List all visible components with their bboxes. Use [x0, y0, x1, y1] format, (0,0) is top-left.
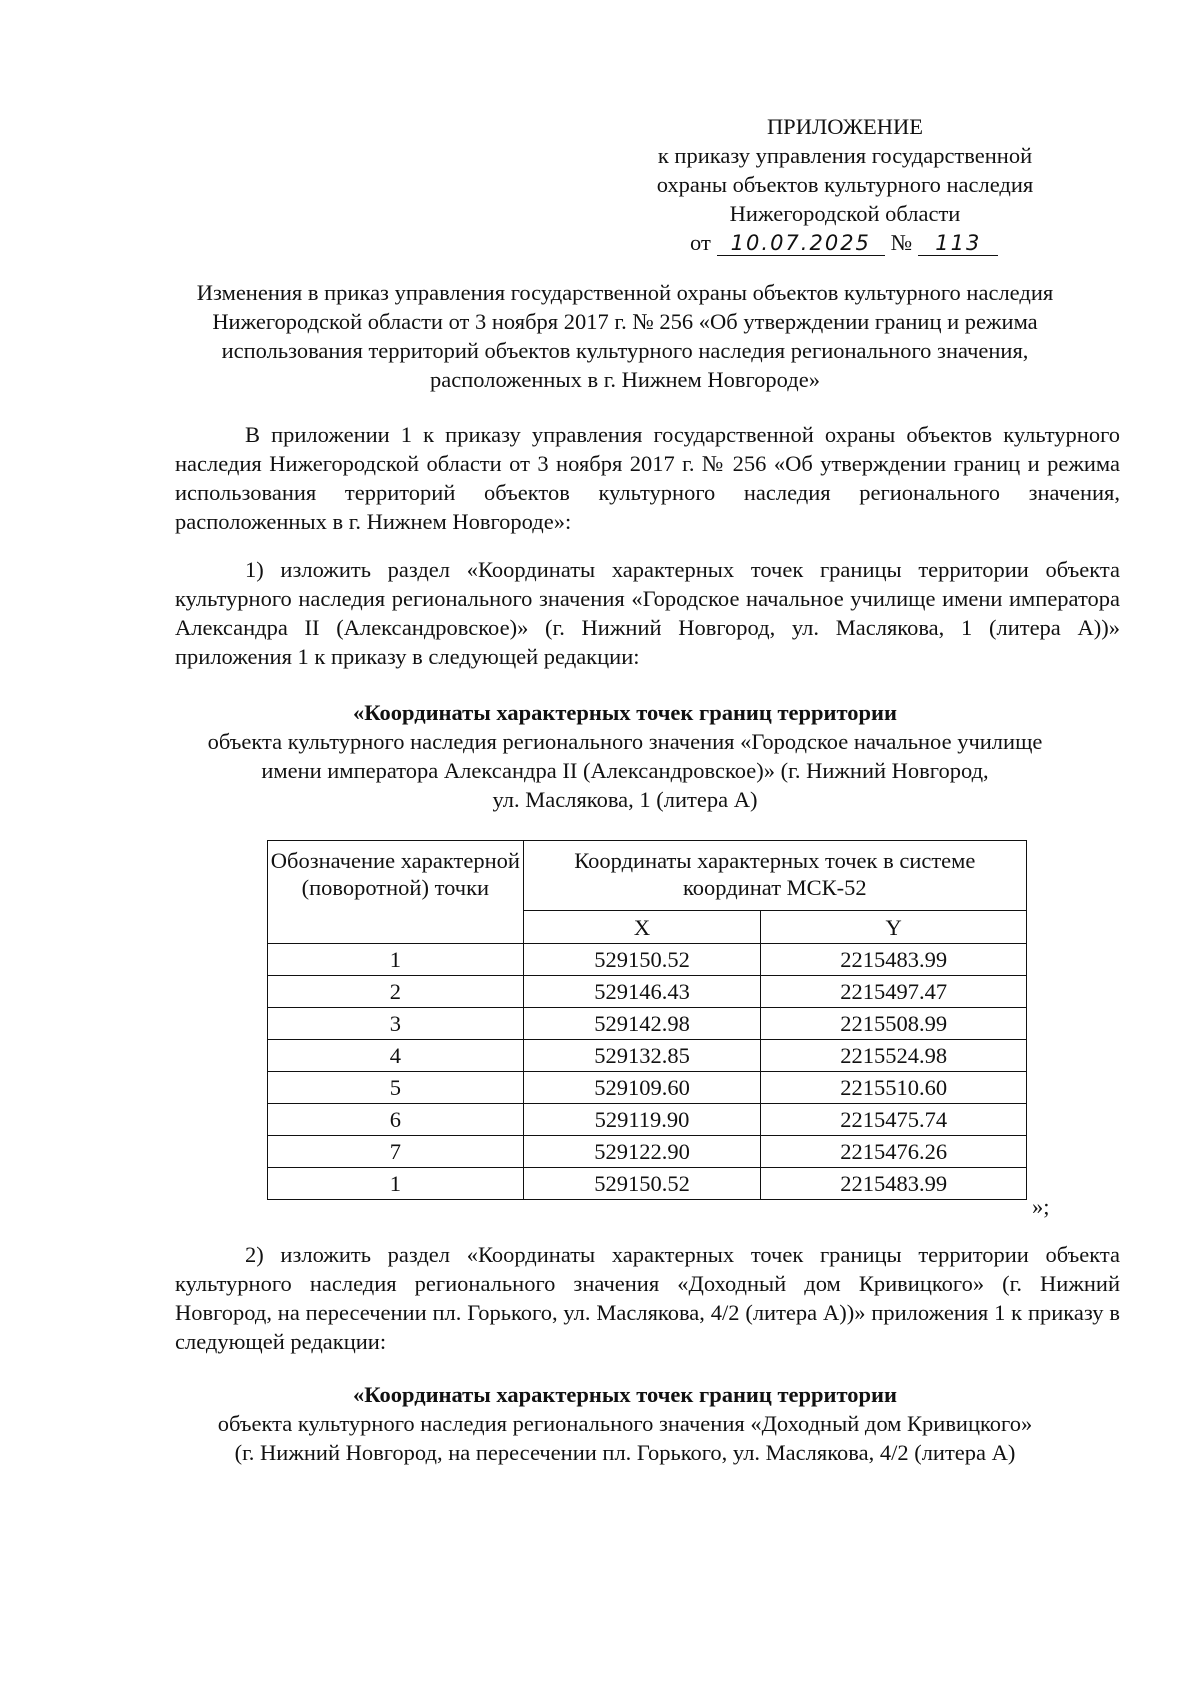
section-1-title-line-2: объекта культурного наследия регионального значения «Городское начальное училище	[207, 729, 1043, 754]
point-cell: 2	[268, 976, 524, 1008]
section-1-title-line-3: имени императора Александра II (Александровское)» (г. Нижний Новгород,	[261, 758, 989, 783]
item-1-paragraph: 1) изложить раздел «Координаты характерных точек границы территории объекта культурного наследия регионального значения «Городское начальное училище имени императора Александра II (Александровское)» (г. Нижний Новгород, ул. Маслякова, 1 (литера А))» приложения 1 к приказу в следующей редакции:	[175, 557, 1120, 669]
table-row	[268, 1008, 1027, 1040]
document-title-line-1: Изменения в приказ управления государственной охраны объектов культурного наследия	[196, 280, 1054, 305]
table-row	[268, 976, 1027, 1008]
intro-paragraph: В приложении 1 к приказу управления государственной охраны объектов культурного наследия Нижегородской области от 3 ноября 2017 г. № 256 «Об утверждении границ и режима использования территорий объектов культурного наследия регионального значения, расположенных в г. Нижнем Новгороде»:	[175, 422, 1120, 534]
appendix-line-1: к приказу управления государственной	[657, 143, 1033, 168]
section-2-title-bold: «Координаты характерных точек границ территории	[353, 1382, 897, 1407]
y-cell: 2215508.99	[761, 1008, 1027, 1040]
point-cell: 1	[268, 944, 524, 976]
table-row	[268, 1072, 1027, 1104]
y-cell: 2215483.99	[761, 1168, 1027, 1200]
point-cell: 4	[268, 1040, 524, 1072]
item-2-paragraph: 2) изложить раздел «Координаты характерных точек границы территории объекта культурного наследия регионального значения «Доходный дом Кривицкого» (г. Нижний Новгород, на пересечении пл. Горького, ул. Маслякова, 4/2 (литера А))» приложения 1 к приказу в следующей редакции:	[175, 1242, 1120, 1354]
section-1-title-bold: «Координаты характерных точек границ территории	[353, 700, 897, 725]
coordinates-table	[267, 840, 1027, 1200]
y-cell: 2215510.60	[761, 1072, 1027, 1104]
x-cell: 529142.98	[523, 1008, 761, 1040]
section-1-title	[150, 698, 1100, 814]
table-row	[268, 1104, 1027, 1136]
x-cell: 529150.52	[523, 1168, 761, 1200]
appendix-date-line	[620, 228, 1070, 257]
point-cell: 1	[268, 1168, 524, 1200]
point-cell: 7	[268, 1136, 524, 1168]
section-2-title-line-3: (г. Нижний Новгород, на пересечении пл. Горького, ул. Маслякова, 4/2 (литера А)	[234, 1440, 1016, 1465]
section-1-title-line-4: ул. Маслякова, 1 (литера А)	[492, 787, 758, 812]
y-cell: 2215476.26	[761, 1136, 1027, 1168]
document-title-line-4: расположенных в г. Нижнем Новгороде»	[430, 367, 820, 392]
x-cell: 529119.90	[523, 1104, 761, 1136]
document-title-line-3: использования территорий объектов культурного наследия регионального значения,	[221, 338, 1029, 363]
table-row	[268, 1136, 1027, 1168]
appendix-line-3: Нижегородской области	[729, 201, 961, 226]
appendix-title: ПРИЛОЖЕНИЕ	[766, 114, 924, 139]
x-cell: 529109.60	[523, 1072, 761, 1104]
point-cell: 6	[268, 1104, 524, 1136]
table-closing-quote: »;	[1032, 1194, 1050, 1219]
x-cell: 529150.52	[523, 944, 761, 976]
section-2-title	[150, 1380, 1100, 1467]
y-cell: 2215475.74	[761, 1104, 1027, 1136]
col-y-header: Y	[761, 911, 1027, 944]
appendix-header	[620, 112, 1070, 257]
number-prefix: №	[890, 230, 913, 255]
col-x-header: X	[523, 911, 761, 944]
col-coordinates-header: Координаты характерных точек в системе координат МСК-52	[523, 841, 1026, 911]
date-prefix: от	[690, 230, 711, 255]
appendix-line-2: охраны объектов культурного наследия	[656, 172, 1034, 197]
point-cell: 5	[268, 1072, 524, 1104]
section-2-title-line-2: объекта культурного наследия регионального значения «Доходный дом Кривицкого»	[217, 1411, 1033, 1436]
document-title-line-2: Нижегородской области от 3 ноября 2017 г. № 256 «Об утверждении границ и режима	[212, 309, 1038, 334]
point-cell: 3	[268, 1008, 524, 1040]
y-cell: 2215524.98	[761, 1040, 1027, 1072]
col-point-header: Обозначение характерной (поворотной) точки	[268, 841, 524, 944]
document-title	[150, 278, 1100, 394]
table-row	[268, 1168, 1027, 1200]
x-cell: 529122.90	[523, 1136, 761, 1168]
x-cell: 529132.85	[523, 1040, 761, 1072]
y-cell: 2215483.99	[761, 944, 1027, 976]
table-row	[268, 1040, 1027, 1072]
handwritten-number: 113	[918, 231, 998, 256]
table-row	[268, 944, 1027, 976]
x-cell: 529146.43	[523, 976, 761, 1008]
handwritten-date: 10.07.2025	[717, 231, 885, 256]
y-cell: 2215497.47	[761, 976, 1027, 1008]
